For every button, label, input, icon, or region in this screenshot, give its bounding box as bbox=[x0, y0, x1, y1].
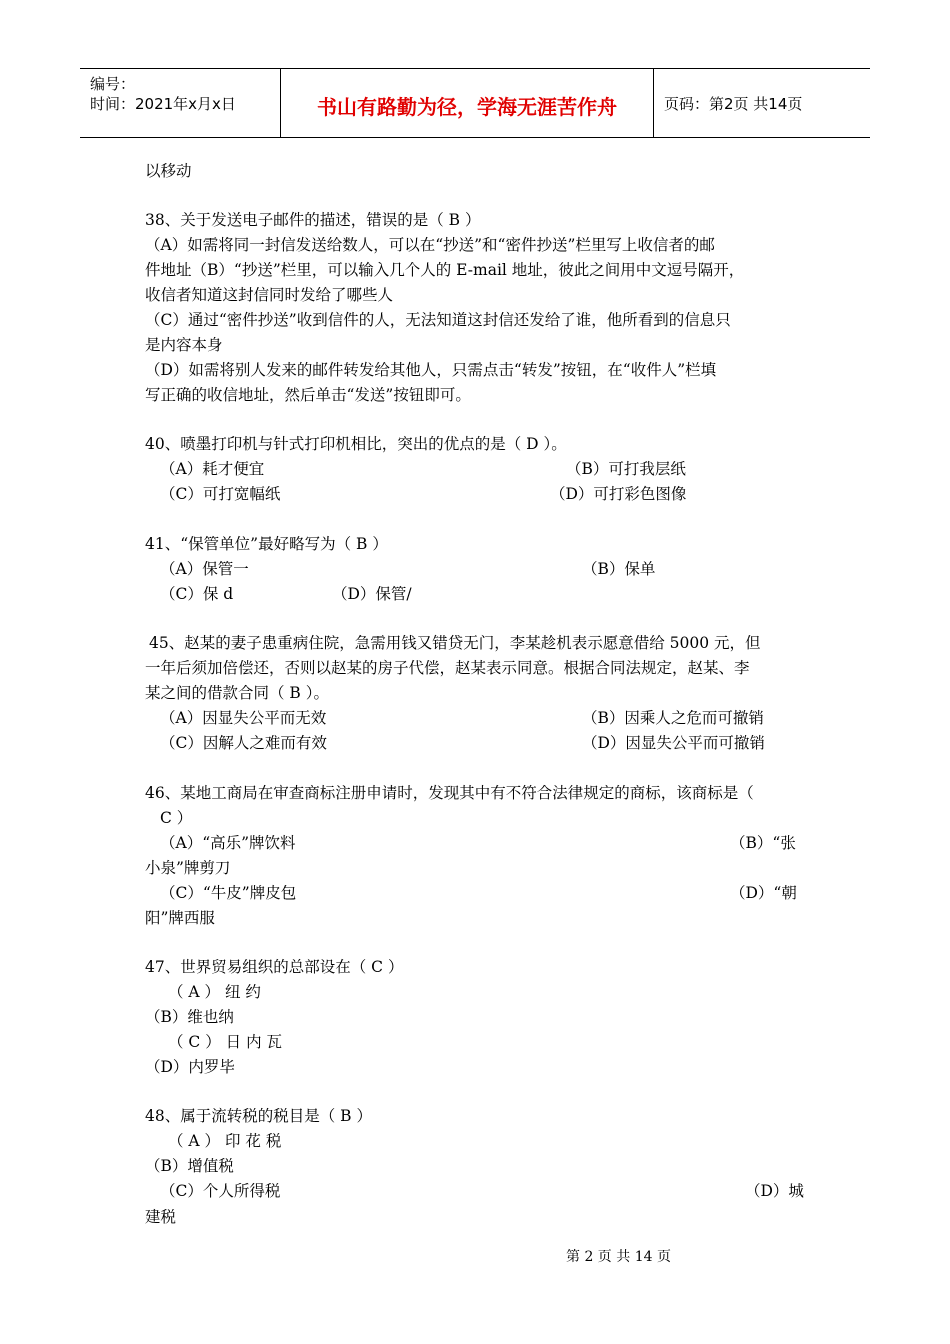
option-c: （C）个人所得税 bbox=[160, 1182, 281, 1200]
text-line: 某之间的借款合同（ B ）。 bbox=[145, 684, 329, 702]
text-line: （C）通过“密件抄送”收到信件的人，无法知道这封信还发给了谁，他所看到的信息只 bbox=[145, 311, 731, 329]
option-d: （D）内罗毕 bbox=[145, 1058, 235, 1076]
text-line: 阳”牌西服 bbox=[145, 909, 215, 927]
question-45: 45、赵某的妻子患重病住院，急需用钱又错贷无门，李某趁机表示愿意借给 5000 元，但 bbox=[149, 634, 761, 652]
option-d: （D）可打彩色图像 bbox=[550, 485, 687, 503]
text-line: 收信者知道这封信同时发给了哪些人 bbox=[145, 286, 394, 304]
question-46: 46、某地工商局在审查商标注册申请时，发现其中有不符合法律规定的商标，该商标是（ bbox=[145, 784, 754, 802]
option-a: （A）耗才便宜 bbox=[160, 460, 265, 478]
option-d: （D）保管/ bbox=[332, 585, 412, 603]
header-meta-cell bbox=[80, 69, 281, 137]
option-b: （B）保单 bbox=[582, 560, 656, 578]
option-b: （B）维也纳 bbox=[145, 1008, 234, 1026]
text-line: 是内容本身 bbox=[145, 336, 223, 354]
option-d: （D）“朝 bbox=[730, 884, 797, 902]
option-d: （D）城 bbox=[745, 1182, 804, 1200]
question-41: 41、“保管单位”最好略写为（ B ） bbox=[145, 535, 388, 553]
answer: C ） bbox=[160, 809, 193, 827]
question-40: 40、喷墨打印机与针式打印机相比，突出的优点的是（ D ）。 bbox=[145, 435, 567, 453]
option-c: （C）“牛皮”牌皮包 bbox=[160, 884, 297, 902]
page-info: 页码：第2页 共14页 bbox=[664, 95, 803, 113]
option-c: （C）保 d bbox=[160, 585, 234, 603]
page-footer: 第 2 页 共 14 页 bbox=[566, 1249, 671, 1265]
option-a: （A）因显失公平而无效 bbox=[160, 709, 327, 727]
time-label: 时间：2021年x月x日 bbox=[90, 95, 236, 113]
option-c: （C）可打宽幅纸 bbox=[160, 485, 281, 503]
header-motto-cell bbox=[281, 69, 654, 137]
motto: 书山有路勤为径，学海无涯苦作舟 bbox=[317, 95, 617, 119]
question-47: 47、世界贸易组织的总部设在（ C ） bbox=[145, 958, 404, 976]
header-page-cell bbox=[654, 69, 870, 137]
text-line: 以移动 bbox=[145, 162, 192, 180]
text-line: 一年后须加倍偿还，否则以赵某的房子代偿，赵某表示同意。根据合同法规定，赵某、李 bbox=[145, 659, 750, 677]
option-b: （B）因乘人之危而可撤销 bbox=[582, 709, 764, 727]
option-d: （D）因显失公平而可撤销 bbox=[582, 734, 765, 752]
text-line: 件地址（B）“抄送”栏里，可以输入几个人的 E-mail 地址，彼此之间用中文逗号隔开， bbox=[145, 261, 745, 279]
option-b: （B）增值税 bbox=[145, 1157, 234, 1175]
option-a: （ A ） 印 花 税 bbox=[168, 1132, 282, 1150]
option-a: （A）保管一 bbox=[160, 560, 249, 578]
question-38: 38、关于发送电子邮件的描述，错误的是（ B ） bbox=[145, 211, 481, 229]
text-line: （A）如需将同一封信发送给数人，可以在“抄送”和“密件抄送”栏里写上收信者的邮 bbox=[145, 236, 715, 254]
code-label: 编号： bbox=[90, 75, 136, 93]
text-line: 写正确的收信地址，然后单击“发送”按钮即可。 bbox=[145, 386, 471, 404]
option-c: （ C ） 日 内 瓦 bbox=[168, 1033, 282, 1051]
option-b: （B）“张 bbox=[730, 834, 796, 852]
text-line: 建税 bbox=[145, 1208, 177, 1226]
option-b: （B）可打我层纸 bbox=[566, 460, 686, 478]
page-header bbox=[80, 68, 870, 138]
text-line: （D）如需将别人发来的邮件转发给其他人，只需点击“转发”按钮，在“收件人”栏填 bbox=[145, 361, 717, 379]
option-a: （A）“高乐”牌饮料 bbox=[160, 834, 296, 852]
text-line: 小泉”牌剪刀 bbox=[145, 859, 231, 877]
option-a: （ A ） 纽 约 bbox=[168, 983, 261, 1001]
question-48: 48、属于流转税的税目是（ B ） bbox=[145, 1107, 372, 1125]
option-c: （C）因解人之难而有效 bbox=[160, 734, 327, 752]
